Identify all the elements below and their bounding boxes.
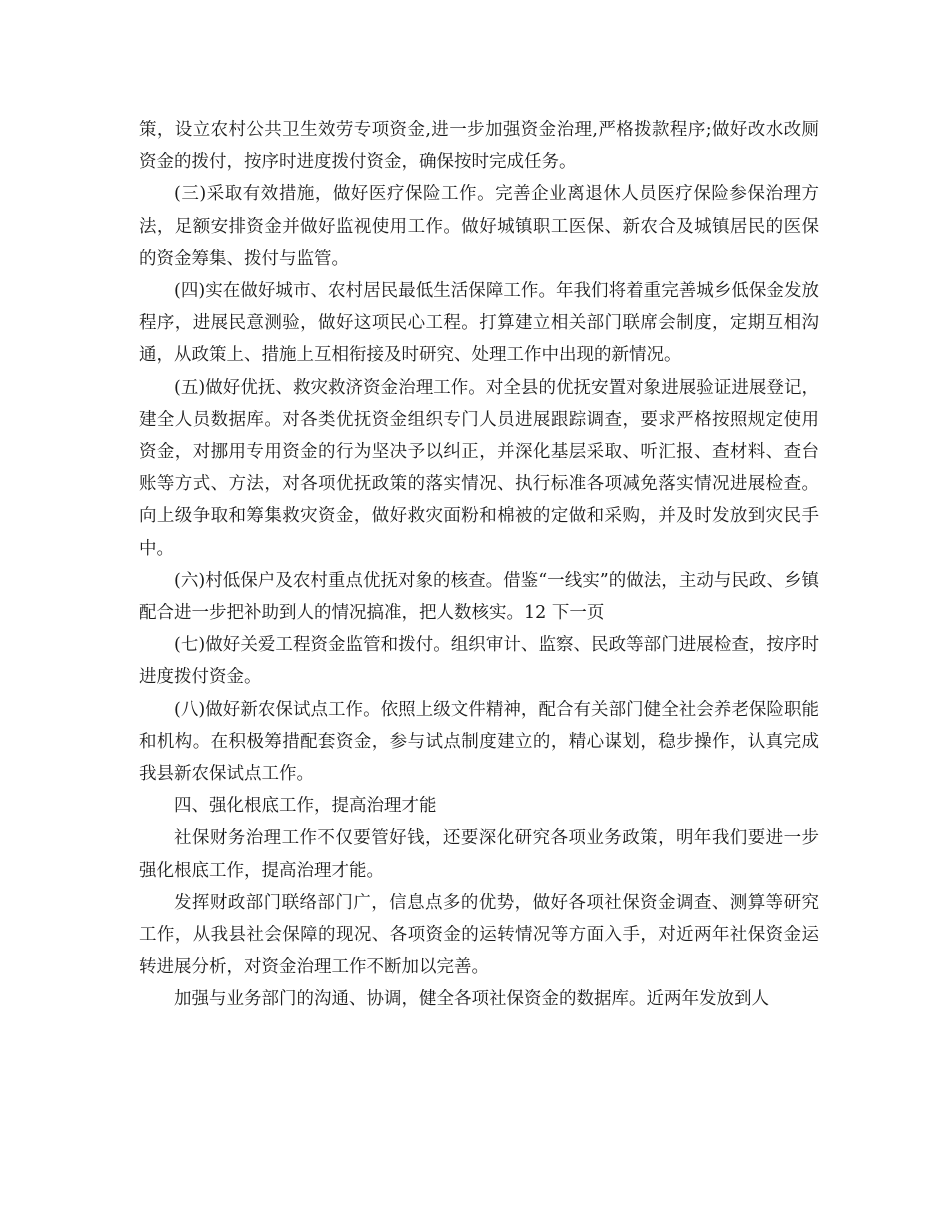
paragraph-8: 社保财务治理工作不仅要管好钱，还要深化研究各项业务政策，明年我们要进一步强化根底工作，提高治理才能。 xyxy=(139,828,819,881)
paragraph-9: 发挥财政部门联络部门广，信息点多的优势，做好各项社保资金调查、测算等研究工作，从我县社会保障的现况、各项资金的运转情况等方面入手，对近两年社保资金运转进展分析，对资金治理工作不断加以完善。 xyxy=(139,892,819,978)
paragraph-4: (五)做好优抚、救灾救济资金治理工作。对全县的优抚安置对象进展验证进展登记，建全人员数据库。对各类优抚资金组织专门人员进展跟踪调查，要求严格按照规定使用资金，对挪用专用资金的行为坚决予以纠正，并深化基层采取、听汇报、查材料、查台账等方式、方法，对各项优抚政策的落实情况、执行标准各项减免落实情况进展检查。向上级争取和筹集救灾资金，做好救灾面粉和棉被的定做和采购，并及时发放到灾民手中。 xyxy=(139,377,819,559)
paragraph-5: (六)村低保户及农村重点优抚对象的核查。借鉴“一线实”的做法，主动与民政、乡镇配合进一步把补助到人的情况搞准，把人数核实。12 下一页 xyxy=(139,570,819,624)
paragraph-7: (八)做好新农保试点工作。依照上级文件精神，配合有关部门健全社会养老保险职能和机构。在积极筹措配套资金，参与试点制度建立的，精心谋划，稳步操作，认真完成我县新农保试点工作。 xyxy=(139,699,819,785)
document-body xyxy=(139,114,819,1016)
section-heading: 四、强化根底工作，提高治理才能 xyxy=(174,796,437,817)
paragraph-10: 加强与业务部门的沟通、协调，健全各项社保资金的数据库。近两年发放到人 xyxy=(174,989,769,1010)
paragraph-1: 策，设立农村公共卫生效劳专项资金,进一步加强资金治理,严格拨款程序;做好改水改厕资金的拨付，按序时进度拨付资金，确保按时完成任务。 xyxy=(139,120,819,173)
paragraph-6: (七)做好关爱工程资金监管和拨付。组织审计、监察、民政等部门进展检查，按序时进度拨付资金。 xyxy=(139,635,819,688)
paragraph-3: (四)实在做好城市、农村居民最低生活保障工作。年我们将着重完善城乡低保金发放程序，进展民意测验，做好这项民心工程。打算建立相关部门联席会制度，定期互相沟通，从政策上、措施上互相衔接及时研究、处理工作中出现的新情况。 xyxy=(139,281,819,366)
paragraph-2: (三)采取有效措施，做好医疗保险工作。完善企业离退休人员医疗保险参保治理方法，足额安排资金并做好监视使用工作。做好城镇职工医保、新农合及城镇居民的医保的资金筹集、拨付与监管。 xyxy=(139,184,819,269)
